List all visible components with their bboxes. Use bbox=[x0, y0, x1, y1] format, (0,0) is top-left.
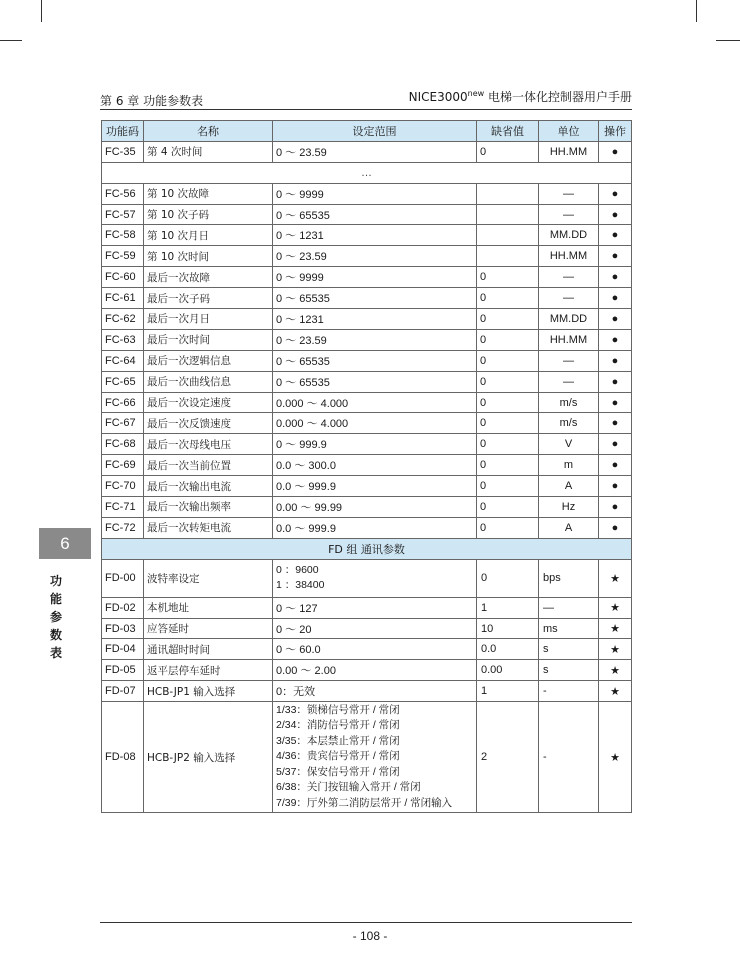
param-range: 0.00 ～ 99.99 bbox=[273, 497, 477, 518]
range-line: 2/34：消防信号常开 / 常闭 bbox=[276, 719, 400, 732]
manual-model: NICE3000 bbox=[408, 90, 468, 104]
param-name: 第 10 次故障 bbox=[144, 183, 273, 204]
param-name: 最后一次故障 bbox=[144, 267, 273, 288]
param-range: 0 ～ 1231 bbox=[273, 225, 477, 246]
param-code: FC-64 bbox=[102, 350, 144, 371]
param-operation: ● bbox=[599, 329, 632, 350]
param-code: FC-58 bbox=[102, 225, 144, 246]
param-default: 0 bbox=[477, 288, 539, 309]
param-operation: ● bbox=[599, 413, 632, 434]
crop-mark bbox=[0, 40, 22, 41]
parameter-table bbox=[101, 120, 632, 813]
table-row bbox=[102, 597, 632, 618]
table-row bbox=[102, 559, 632, 597]
param-code: FC-35 bbox=[102, 141, 144, 162]
param-name: 第 4 次时间 bbox=[144, 141, 273, 162]
param-unit: HH.MM bbox=[539, 246, 599, 267]
tab-label-char: 参 bbox=[49, 610, 62, 624]
param-code: FC-63 bbox=[102, 329, 144, 350]
param-range: 0.0 ～ 999.9 bbox=[273, 476, 477, 497]
param-range bbox=[273, 702, 477, 813]
param-default: 0 bbox=[477, 413, 539, 434]
param-operation: ● bbox=[599, 350, 632, 371]
table-row bbox=[102, 350, 632, 371]
param-code: FD-00 bbox=[102, 559, 144, 597]
crop-mark bbox=[716, 40, 740, 41]
table-row bbox=[102, 413, 632, 434]
table-row bbox=[102, 288, 632, 309]
param-name: 最后一次反馈速度 bbox=[144, 413, 273, 434]
param-default: 10 bbox=[477, 618, 539, 639]
table-row bbox=[102, 141, 632, 162]
table-row bbox=[102, 267, 632, 288]
param-unit: MM.DD bbox=[539, 225, 599, 246]
param-unit: — bbox=[539, 204, 599, 225]
param-default bbox=[477, 204, 539, 225]
param-unit: Hz bbox=[539, 497, 599, 518]
param-name: 最后一次输出频率 bbox=[144, 497, 273, 518]
param-range: 0：无效 bbox=[273, 681, 477, 702]
col-header-default: 缺省值 bbox=[477, 121, 539, 142]
header-rule bbox=[100, 109, 632, 110]
param-code: FD-05 bbox=[102, 660, 144, 681]
param-unit: — bbox=[539, 183, 599, 204]
ellipsis-row bbox=[102, 162, 632, 183]
param-range: 0 ～ 23.59 bbox=[273, 329, 477, 350]
param-code: FC-66 bbox=[102, 392, 144, 413]
param-name: 第 10 次时间 bbox=[144, 246, 273, 267]
param-unit: - bbox=[539, 681, 599, 702]
param-range: 0 ～ 60.0 bbox=[273, 639, 477, 660]
param-range bbox=[273, 559, 477, 597]
param-default: 0 bbox=[477, 476, 539, 497]
param-unit: A bbox=[539, 476, 599, 497]
table-row bbox=[102, 434, 632, 455]
param-name: 最后一次子码 bbox=[144, 288, 273, 309]
param-default bbox=[477, 183, 539, 204]
param-range: 0 ～ 23.59 bbox=[273, 141, 477, 162]
param-name: 通讯超时时间 bbox=[144, 639, 273, 660]
param-operation: ● bbox=[599, 476, 632, 497]
param-range: 0 ～ 9999 bbox=[273, 267, 477, 288]
param-range: 0.00 ～ 2.00 bbox=[273, 660, 477, 681]
param-unit: — bbox=[539, 350, 599, 371]
param-code: FC-60 bbox=[102, 267, 144, 288]
param-operation: ★ bbox=[599, 597, 632, 618]
col-header-operation: 操作 bbox=[599, 121, 632, 142]
manual-title bbox=[409, 88, 632, 105]
table-row bbox=[102, 517, 632, 538]
param-operation: ● bbox=[599, 497, 632, 518]
param-code: FD-03 bbox=[102, 618, 144, 639]
range-line: 3/35：本层禁止常开 / 常闭 bbox=[276, 734, 400, 747]
crop-mark bbox=[41, 0, 42, 22]
range-line: 1/33：锁梯信号常开 / 常闭 bbox=[276, 703, 400, 716]
param-name: 最后一次输出电流 bbox=[144, 476, 273, 497]
param-default: 0 bbox=[477, 455, 539, 476]
col-header-unit: 单位 bbox=[539, 121, 599, 142]
param-name: 最后一次时间 bbox=[144, 329, 273, 350]
param-default: 0 bbox=[477, 434, 539, 455]
param-unit: m bbox=[539, 455, 599, 476]
param-code: FC-59 bbox=[102, 246, 144, 267]
manual-title-text: 电梯一体化控制器用户手册 bbox=[484, 90, 632, 104]
param-operation: ★ bbox=[599, 660, 632, 681]
param-code: FD-08 bbox=[102, 702, 144, 813]
chapter-tab: 6 bbox=[39, 528, 91, 559]
table-row bbox=[102, 681, 632, 702]
param-default: 0 bbox=[477, 497, 539, 518]
param-default: 0 bbox=[477, 371, 539, 392]
param-operation: ★ bbox=[599, 559, 632, 597]
param-default: 1 bbox=[477, 597, 539, 618]
param-name: 最后一次设定速度 bbox=[144, 392, 273, 413]
table-row bbox=[102, 702, 632, 813]
param-code: FC-61 bbox=[102, 288, 144, 309]
param-operation: ● bbox=[599, 246, 632, 267]
param-operation: ● bbox=[599, 392, 632, 413]
table-row bbox=[102, 309, 632, 330]
param-name: 第 10 次子码 bbox=[144, 204, 273, 225]
param-unit: HH.MM bbox=[539, 329, 599, 350]
footer-rule bbox=[100, 922, 632, 923]
col-header-range: 设定范围 bbox=[273, 121, 477, 142]
param-name: 最后一次逻辑信息 bbox=[144, 350, 273, 371]
param-default: 0 bbox=[477, 329, 539, 350]
table-row bbox=[102, 497, 632, 518]
param-name: HCB-JP1 输入选择 bbox=[144, 681, 273, 702]
ellipsis: … bbox=[102, 162, 632, 183]
param-name: 应答延时 bbox=[144, 618, 273, 639]
param-unit: MM.DD bbox=[539, 309, 599, 330]
param-range: 0 ～ 65535 bbox=[273, 371, 477, 392]
table-row bbox=[102, 225, 632, 246]
param-name: 最后一次转矩电流 bbox=[144, 517, 273, 538]
param-operation: ● bbox=[599, 225, 632, 246]
param-code: FC-71 bbox=[102, 497, 144, 518]
param-operation: ● bbox=[599, 267, 632, 288]
tab-label-char: 功 bbox=[49, 574, 62, 588]
param-name: 返平层停车延时 bbox=[144, 660, 273, 681]
param-range: 0 ～ 20 bbox=[273, 618, 477, 639]
param-code: FC-72 bbox=[102, 517, 144, 538]
param-operation: ★ bbox=[599, 618, 632, 639]
param-unit: A bbox=[539, 517, 599, 538]
param-name: 最后一次月日 bbox=[144, 309, 273, 330]
page-number: - 108 - bbox=[352, 929, 388, 943]
param-code: FC-65 bbox=[102, 371, 144, 392]
param-operation: ★ bbox=[599, 681, 632, 702]
param-unit: V bbox=[539, 434, 599, 455]
manual-superscript: new bbox=[467, 89, 485, 98]
tab-label-char: 数 bbox=[49, 628, 62, 642]
range-line: 7/39：厅外第二消防层常开 / 常闭输入 bbox=[276, 796, 453, 809]
param-default: 2 bbox=[477, 702, 539, 813]
param-range: 0.000 ～ 4.000 bbox=[273, 413, 477, 434]
param-code: FC-68 bbox=[102, 434, 144, 455]
param-default: 0 bbox=[477, 559, 539, 597]
param-range: 0.000 ～ 4.000 bbox=[273, 392, 477, 413]
table-row bbox=[102, 329, 632, 350]
param-code: FC-70 bbox=[102, 476, 144, 497]
param-operation: ★ bbox=[599, 639, 632, 660]
param-unit: m/s bbox=[539, 413, 599, 434]
param-range: 0 ～ 65535 bbox=[273, 204, 477, 225]
range-line: 6/38：关门按钮输入常开 / 常闭 bbox=[276, 781, 421, 794]
param-range: 0.0 ～ 300.0 bbox=[273, 455, 477, 476]
param-operation: ● bbox=[599, 183, 632, 204]
param-name: 第 10 次月日 bbox=[144, 225, 273, 246]
table-header-row bbox=[102, 121, 632, 142]
param-unit: — bbox=[539, 597, 599, 618]
param-default: 0.00 bbox=[477, 660, 539, 681]
param-operation: ● bbox=[599, 204, 632, 225]
param-range: 0 ～ 127 bbox=[273, 597, 477, 618]
param-name: 波特率设定 bbox=[144, 559, 273, 597]
param-default: 0 bbox=[477, 141, 539, 162]
range-line: 5/37：保安信号常开 / 常闭 bbox=[276, 765, 400, 778]
param-default: 0 bbox=[477, 350, 539, 371]
param-code: FC-57 bbox=[102, 204, 144, 225]
table-row bbox=[102, 660, 632, 681]
param-unit: — bbox=[539, 288, 599, 309]
tab-label-char: 表 bbox=[49, 646, 62, 660]
param-default: 0 bbox=[477, 392, 539, 413]
param-name: 最后一次当前位置 bbox=[144, 455, 273, 476]
param-code: FC-62 bbox=[102, 309, 144, 330]
param-range: 0 ～ 9999 bbox=[273, 183, 477, 204]
param-range: 0 ～ 23.59 bbox=[273, 246, 477, 267]
param-operation: ★ bbox=[599, 702, 632, 813]
table-row bbox=[102, 246, 632, 267]
table-row bbox=[102, 183, 632, 204]
param-default bbox=[477, 225, 539, 246]
tab-label-char: 能 bbox=[49, 592, 62, 606]
param-operation: ● bbox=[599, 517, 632, 538]
param-code: FD-04 bbox=[102, 639, 144, 660]
table-row bbox=[102, 204, 632, 225]
chapter-tab-label bbox=[48, 572, 64, 662]
col-header-code: 功能码 bbox=[102, 121, 144, 142]
param-unit: s bbox=[539, 660, 599, 681]
param-code: FC-56 bbox=[102, 183, 144, 204]
section-row-fd bbox=[102, 538, 632, 559]
range-line: 1 ：38400 bbox=[276, 579, 325, 592]
range-line: 0 ：9600 bbox=[276, 563, 319, 576]
param-default: 0 bbox=[477, 309, 539, 330]
param-operation: ● bbox=[599, 309, 632, 330]
param-name: 本机地址 bbox=[144, 597, 273, 618]
col-header-name: 名称 bbox=[144, 121, 273, 142]
table-row bbox=[102, 455, 632, 476]
table-row bbox=[102, 371, 632, 392]
chapter-heading: 第 6 章 功能参数表 bbox=[100, 94, 204, 108]
table-row bbox=[102, 639, 632, 660]
param-code: FC-67 bbox=[102, 413, 144, 434]
param-default: 1 bbox=[477, 681, 539, 702]
table-row bbox=[102, 618, 632, 639]
table-row bbox=[102, 476, 632, 497]
param-default: 0.0 bbox=[477, 639, 539, 660]
param-default: 0 bbox=[477, 267, 539, 288]
range-line: 4/36：贵宾信号常开 / 常闭 bbox=[276, 750, 400, 763]
param-range: 0 ～ 1231 bbox=[273, 309, 477, 330]
param-operation: ● bbox=[599, 141, 632, 162]
param-name: HCB-JP2 输入选择 bbox=[144, 702, 273, 813]
param-unit: — bbox=[539, 267, 599, 288]
param-range: 0 ～ 65535 bbox=[273, 288, 477, 309]
section-title: FD 组 通讯参数 bbox=[102, 538, 632, 559]
param-name: 最后一次曲线信息 bbox=[144, 371, 273, 392]
param-range: 0 ～ 65535 bbox=[273, 350, 477, 371]
param-code: FD-07 bbox=[102, 681, 144, 702]
param-name: 最后一次母线电压 bbox=[144, 434, 273, 455]
param-range: 0 ～ 999.9 bbox=[273, 434, 477, 455]
table-row bbox=[102, 392, 632, 413]
param-unit: - bbox=[539, 702, 599, 813]
param-operation: ● bbox=[599, 455, 632, 476]
param-unit: — bbox=[539, 371, 599, 392]
param-operation: ● bbox=[599, 434, 632, 455]
param-unit: bps bbox=[539, 559, 599, 597]
param-code: FC-69 bbox=[102, 455, 144, 476]
param-code: FD-02 bbox=[102, 597, 144, 618]
param-default: 0 bbox=[477, 517, 539, 538]
param-operation: ● bbox=[599, 371, 632, 392]
param-unit: ms bbox=[539, 618, 599, 639]
param-unit: HH.MM bbox=[539, 141, 599, 162]
param-default bbox=[477, 246, 539, 267]
param-unit: s bbox=[539, 639, 599, 660]
param-operation: ● bbox=[599, 288, 632, 309]
param-unit: m/s bbox=[539, 392, 599, 413]
param-range: 0.0 ～ 999.9 bbox=[273, 517, 477, 538]
crop-mark bbox=[696, 0, 697, 22]
